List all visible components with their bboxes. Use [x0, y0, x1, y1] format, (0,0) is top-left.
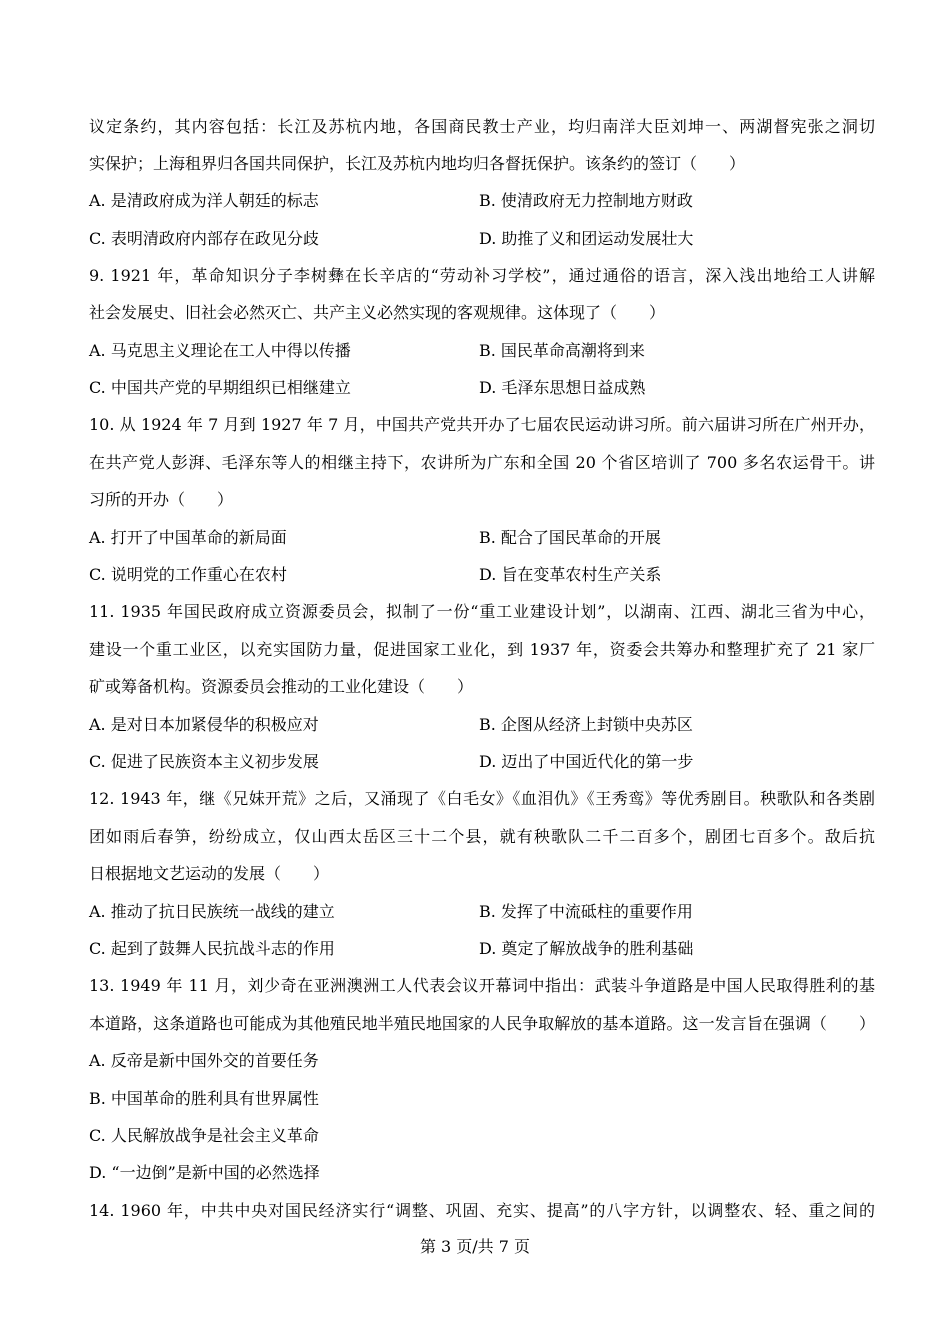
- q13-stem-line-1: 13. 1949 年 11 月，刘少奇在亚洲澳洲工人代表会议开幕词中指出：武装斗争道路是中国人民取得胜利的基: [89, 976, 875, 995]
- q10-option-d[interactable]: D. 旨在变革农村生产关系: [479, 565, 662, 584]
- q14-stem-line-1: 14. 1960 年，中共中央对国民经济实行“调整、巩固、充实、提高”的八字方针，以调整农、轻、重之间的: [89, 1201, 875, 1220]
- page-number: 第 3 页/共 7 页: [419, 1237, 531, 1256]
- q10-option-c[interactable]: C. 说明党的工作重心在农村: [89, 565, 287, 584]
- q10-stem-line-1: 10. 从 1924 年 7 月到 1927 年 7 月，中国共产党共开办了七届农民运动讲习所。前六届讲习所在广州开办，: [89, 415, 875, 434]
- q9-stem-line-2: 社会发展史、旧社会必然灭亡、共产主义必然实现的客观规律。这体现了（ ）: [89, 303, 666, 322]
- q13-option-b[interactable]: B. 中国革命的胜利具有世界属性: [89, 1089, 319, 1108]
- q12-option-c[interactable]: C. 起到了鼓舞人民抗战斗志的作用: [89, 939, 335, 958]
- q12-stem-line-1: 12. 1943 年，继《兄妹开荒》之后，又涌现了《白毛女》《血泪仇》《王秀鸾》等优秀剧目。秧歌队和各类剧: [89, 789, 875, 808]
- q11-option-a[interactable]: A. 是对日本加紧侵华的积极应对: [89, 715, 319, 734]
- q10-option-a[interactable]: A. 打开了中国革命的新局面: [89, 528, 287, 547]
- q12-stem-line-2: 团如雨后春笋，纷纷成立，仅山西太岳区三十二个县，就有秧歌队二千二百多个，剧团七百多个。敌后抗: [89, 827, 875, 846]
- q13-option-a[interactable]: A. 反帝是新中国外交的首要任务: [89, 1051, 319, 1070]
- q8-stem-line-2: 实保护；上海租界归各国共同保护，长江及苏杭内地均归各督抚保护。该条约的签订（ ）: [89, 154, 746, 173]
- q11-stem-line-1: 11. 1935 年国民政府成立资源委员会，拟制了一份“重工业建设计划”，以湖南、江西、湖北三省为中心，: [89, 602, 875, 621]
- q10-stem-line-2: 在共产党人彭湃、毛泽东等人的相继主持下，农讲所为广东和全国 20 个省区培训了 700 多名农运骨干。讲: [89, 453, 875, 472]
- q11-option-b[interactable]: B. 企图从经济上封锁中央苏区: [479, 715, 693, 734]
- q12-option-b[interactable]: B. 发挥了中流砥柱的重要作用: [479, 902, 693, 921]
- q9-option-a[interactable]: A. 马克思主义理论在工人中得以传播: [89, 341, 351, 360]
- q9-option-b[interactable]: B. 国民革命高潮将到来: [479, 341, 645, 360]
- q11-stem-line-3: 矿或筹备机构。资源委员会推动的工业化建设（ ）: [89, 677, 474, 696]
- q8-option-c[interactable]: C. 表明清政府内部存在政见分歧: [89, 229, 319, 248]
- q13-stem-line-2: 本道路，这条道路也可能成为其他殖民地半殖民地国家的人民争取解放的基本道路。这一发言旨在强调（ ）: [89, 1014, 875, 1033]
- q13-option-c[interactable]: C. 人民解放战争是社会主义革命: [89, 1126, 319, 1145]
- q9-stem-line-1: 9. 1921 年，革命知识分子李树彝在长辛店的“劳动补习学校”，通过通俗的语言，深入浅出地给工人讲解: [89, 266, 875, 285]
- q9-option-c[interactable]: C. 中国共产党的早期组织已相继建立: [89, 378, 351, 397]
- q11-option-c[interactable]: C. 促进了民族资本主义初步发展: [89, 752, 319, 771]
- q11-stem-line-2: 建设一个重工业区，以充实国防力量，促进国家工业化，到 1937 年，资委会共筹办和整理扩充了 21 家厂: [89, 640, 875, 659]
- q8-stem-line-1: 议定条约，其内容包括：长江及苏杭内地，各国商民教士产业，均归南洋大臣刘坤一、两湖督宪张之洞切: [89, 117, 875, 136]
- q10-option-b[interactable]: B. 配合了国民革命的开展: [479, 528, 661, 547]
- q11-option-d[interactable]: D. 迈出了中国近代化的第一步: [479, 752, 694, 771]
- q8-option-d[interactable]: D. 助推了义和团运动发展壮大: [479, 229, 694, 248]
- q13-option-d[interactable]: D. “一边倒”是新中国的必然选择: [89, 1163, 320, 1182]
- q10-stem-line-3: 习所的开办（ ）: [89, 490, 234, 509]
- q8-option-a[interactable]: A. 是清政府成为洋人朝廷的标志: [89, 191, 319, 210]
- q9-option-d[interactable]: D. 毛泽东思想日益成熟: [479, 378, 646, 397]
- q8-option-b[interactable]: B. 使清政府无力控制地方财政: [479, 191, 693, 210]
- q12-option-a[interactable]: A. 推动了抗日民族统一战线的建立: [89, 902, 335, 921]
- q12-stem-line-3: 日根据地文艺运动的发展（ ）: [89, 864, 330, 883]
- q12-option-d[interactable]: D. 奠定了解放战争的胜利基础: [479, 939, 694, 958]
